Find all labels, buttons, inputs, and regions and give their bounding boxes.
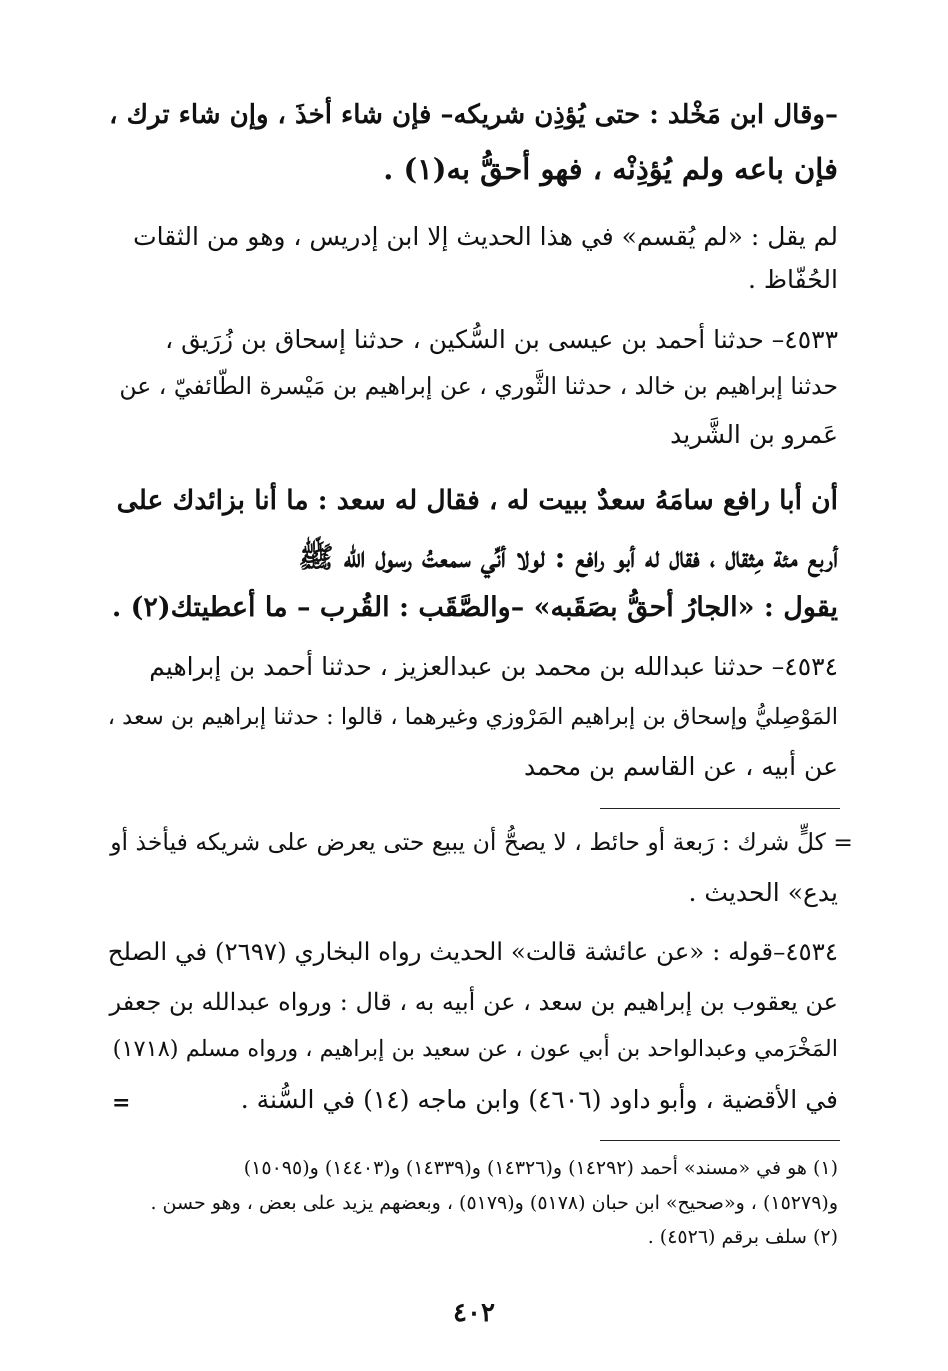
continuation-mark: = [112, 1090, 131, 1116]
commentary-line: = كلٍّ شرك : رَبعة أو حائط ، لا يصحُّ أن يبيع حتى يعرض على شريكه فيأخذ أو [110, 828, 853, 856]
commentary-line: ٤٥٣٤–قوله : «عن عائشة قالت» الحديث رواه البخاري (٢٦٩٧) في الصلح [107, 937, 838, 966]
footnote-line: (١) هو في «مسند» أحمد (١٤٢٩٢) و(١٤٣٢٦) و(١٤٣٣٩) و(١٤٤٠٣) و(١٥٠٩٥) [243, 1157, 838, 1179]
text-line: الحُفّاظ . [748, 265, 838, 294]
text-line: فإن باعه ولم يُؤذِنْه ، فهو أحقُّ به(١) . [383, 152, 838, 186]
hadith-4534-isnad-line: ٤٥٣٤– حدثنا عبدالله بن محمد بن عبدالعزيز ، حدثنا أحمد بن إبراهيم [149, 652, 838, 681]
commentary-line: المَخْرَمي وعبدالواحد بن أبي عون ، عن سعيد بن إبراهيم ، ورواه مسلم (١٧١٨) [112, 1036, 838, 1062]
commentary-separator [600, 808, 840, 809]
commentary-line: يدع» الحديث . [688, 878, 838, 907]
hadith-4533-isnad-line: حدثنا إبراهيم بن خالد ، حدثنا الثَّوري ، عن إبراهيم بن مَيْسرة الطّائفيّ ، عن [119, 372, 838, 400]
hadith-4533-matn-line: أن أبا رافع سامَهُ سعدٌ ببيت له ، فقال له سعد : ما أنا بزائدك على [116, 485, 838, 516]
hadith-4533-isnad-line: ٤٥٣٣– حدثنا أحمد بن عيسى بن السُّكين ، حدثنا إسحاق بن زُرَيق ، [165, 325, 838, 354]
footnote-separator [600, 1140, 840, 1141]
footnote-line: و(١٥٢٧٩) ، و«صحيح» ابن حبان (٥١٧٨) و(٥١٧٩) ، وبعضهم يزيد على بعض ، وهو حسن . [150, 1192, 838, 1214]
footnote-line: (٢) سلف برقم (٤٥٢٦) . [647, 1226, 838, 1248]
text-line: –وقال ابن مَخْلد : حتى يُؤذِن شريكه– فإن شاء أخذَ ، وإن شاء ترك ، [109, 100, 838, 130]
hadith-4533-isnad-line: عَمرو بن الشَّريد [670, 420, 838, 449]
page-number: ٤٠٢ [453, 1298, 495, 1328]
hadith-4534-isnad-line: المَوْصِليُّ وإسحاق بن إبراهيم المَرْوزي وغيرهما ، قالوا : حدثنا إبراهيم بن سعد ، [107, 704, 838, 730]
hadith-4533-matn-line: أربع مئة مِثقال ، فقال له أبو رافع : لولا أنِّي سمعتُ رسول الله ﷺ [298, 540, 838, 574]
hadith-4533-matn-line: يقول : «الجارُ أحقُّ بصَقَبه» –والصَّقَب : القُرب – ما أعطيتك(٢) . [111, 592, 838, 623]
text-line: لم يقل : «لم يُقسم» في هذا الحديث إلا ابن إدريس ، وهو من الثقات [133, 222, 838, 251]
hadith-4534-isnad-line: عن أبيه ، عن القاسم بن محمد [523, 752, 838, 781]
commentary-line: في الأقضية ، وأبو داود (٤٦٠٦) وابن ماجه (١٤) في السُّنة . [240, 1085, 838, 1114]
commentary-line: عن يعقوب بن إبراهيم بن سعد ، عن أبيه به ، قال : ورواه عبدالله بن جعفر [109, 988, 838, 1016]
